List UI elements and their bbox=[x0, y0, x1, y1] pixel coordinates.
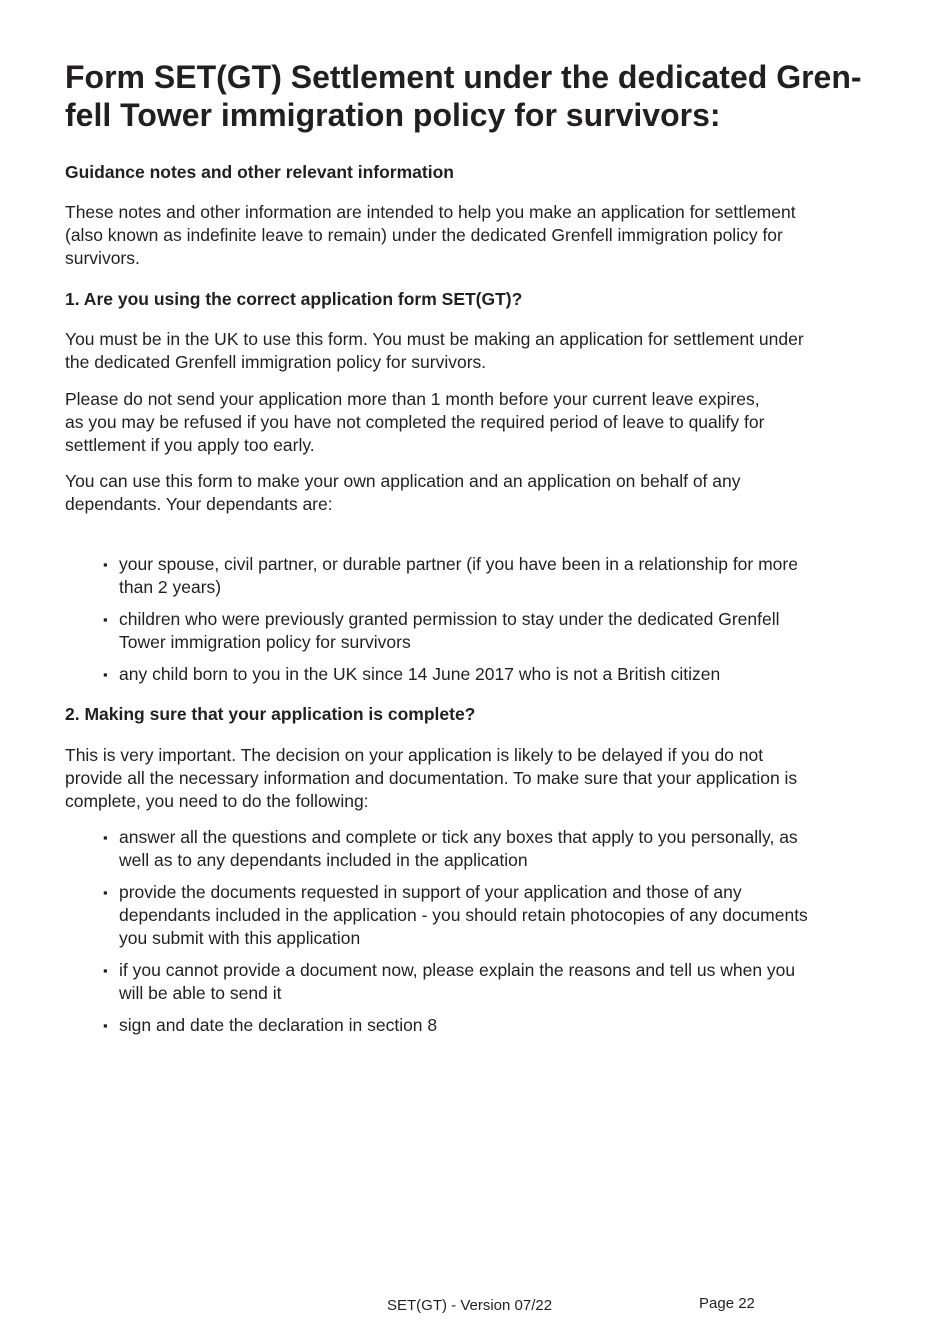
footer-version: SET(GT) - Version 07/22 bbox=[387, 1297, 553, 1314]
list-item-text bbox=[119, 608, 893, 654]
text-line: will be able to send it bbox=[119, 983, 282, 1003]
text-line: settlement if you apply too early. bbox=[65, 435, 315, 455]
list-item-text bbox=[119, 959, 893, 1005]
text-line: dependants. Your dependants are: bbox=[65, 494, 333, 514]
section-2-paragraph-1 bbox=[65, 744, 885, 813]
text-line: This is very important. The decision on your application is likely to be delayed if you do not bbox=[65, 745, 764, 765]
text-line: dependants included in the application - you should retain photocopies of any documents bbox=[119, 905, 808, 925]
text-line: These notes and other information are intended to help you make an application for settlement bbox=[65, 202, 796, 222]
text-line: as you may be refused if you have not completed the required period of leave to qualify for bbox=[65, 412, 765, 432]
text-line: well as to any dependants included in the application bbox=[119, 850, 528, 870]
text-line: your spouse, civil partner, or durable partner (if you have been in a relationship for more bbox=[119, 554, 798, 574]
text-line: provide the documents requested in support of your application and those of any bbox=[119, 882, 742, 902]
text-line: (also known as indefinite leave to remain) under the dedicated Grenfell immigration policy for bbox=[65, 225, 783, 245]
page-title-line-1: Form SET(GT) Settlement under the dedicated Gren- bbox=[65, 59, 862, 95]
text-line: children who were previously granted permission to stay under the dedicated Grenfell bbox=[119, 609, 780, 629]
bullet-icon: ▪ bbox=[103, 557, 108, 572]
checklist-item bbox=[103, 826, 893, 872]
bullet-icon: ▪ bbox=[103, 1018, 108, 1033]
text-line: Please do not send your application more than 1 month before your current leave expires, bbox=[65, 389, 760, 409]
section-1-heading: 1. Are you using the correct application form SET(GT)? bbox=[65, 289, 523, 309]
checklist-item bbox=[103, 881, 893, 950]
bullet-icon: ▪ bbox=[103, 830, 108, 845]
text-line: sign and date the declaration in section 8 bbox=[119, 1015, 438, 1035]
text-line: survivors. bbox=[65, 248, 140, 268]
bullet-icon: ▪ bbox=[103, 963, 108, 978]
text-line: answer all the questions and complete or tick any boxes that apply to you personally, as bbox=[119, 827, 798, 847]
bullet-icon: ▪ bbox=[103, 667, 108, 682]
section-2-heading: 2. Making sure that your application is complete? bbox=[65, 704, 476, 724]
text-line: complete, you need to do the following: bbox=[65, 791, 369, 811]
intro-paragraph bbox=[65, 201, 885, 270]
section-1-paragraph-1 bbox=[65, 328, 885, 374]
text-line: Tower immigration policy for survivors bbox=[119, 632, 411, 652]
text-line: the dedicated Grenfell immigration policy for survivors. bbox=[65, 352, 487, 372]
dependant-list-item bbox=[103, 608, 893, 654]
dependant-list-item bbox=[103, 663, 893, 686]
dependant-list-item bbox=[103, 553, 893, 599]
checklist-item bbox=[103, 1014, 893, 1037]
text-line: any child born to you in the UK since 14 June 2017 who is not a British citizen bbox=[119, 664, 721, 684]
checklist-item bbox=[103, 959, 893, 1005]
page-number: Page 22 bbox=[699, 1295, 755, 1312]
list-item-text bbox=[119, 826, 893, 872]
guidance-heading: Guidance notes and other relevant information bbox=[65, 162, 454, 182]
bullet-icon: ▪ bbox=[103, 612, 108, 627]
text-line: You can use this form to make your own application and an application on behalf of any bbox=[65, 471, 741, 491]
bullet-icon: ▪ bbox=[103, 885, 108, 900]
list-item-text bbox=[119, 663, 893, 686]
text-line: provide all the necessary information and documentation. To make sure that your application is bbox=[65, 768, 798, 788]
section-1-paragraph-2 bbox=[65, 388, 885, 457]
list-item-text bbox=[119, 553, 893, 599]
page-title bbox=[65, 58, 895, 134]
text-line: than 2 years) bbox=[119, 577, 222, 597]
list-item-text bbox=[119, 881, 893, 950]
page-title-line-2: fell Tower immigration policy for survivors: bbox=[65, 97, 721, 133]
list-item-text bbox=[119, 1014, 893, 1037]
section-1-paragraph-3 bbox=[65, 470, 885, 516]
text-line: if you cannot provide a document now, please explain the reasons and tell us when you bbox=[119, 960, 796, 980]
text-line: You must be in the UK to use this form. You must be making an application for settlement under bbox=[65, 329, 804, 349]
text-line: you submit with this application bbox=[119, 928, 361, 948]
